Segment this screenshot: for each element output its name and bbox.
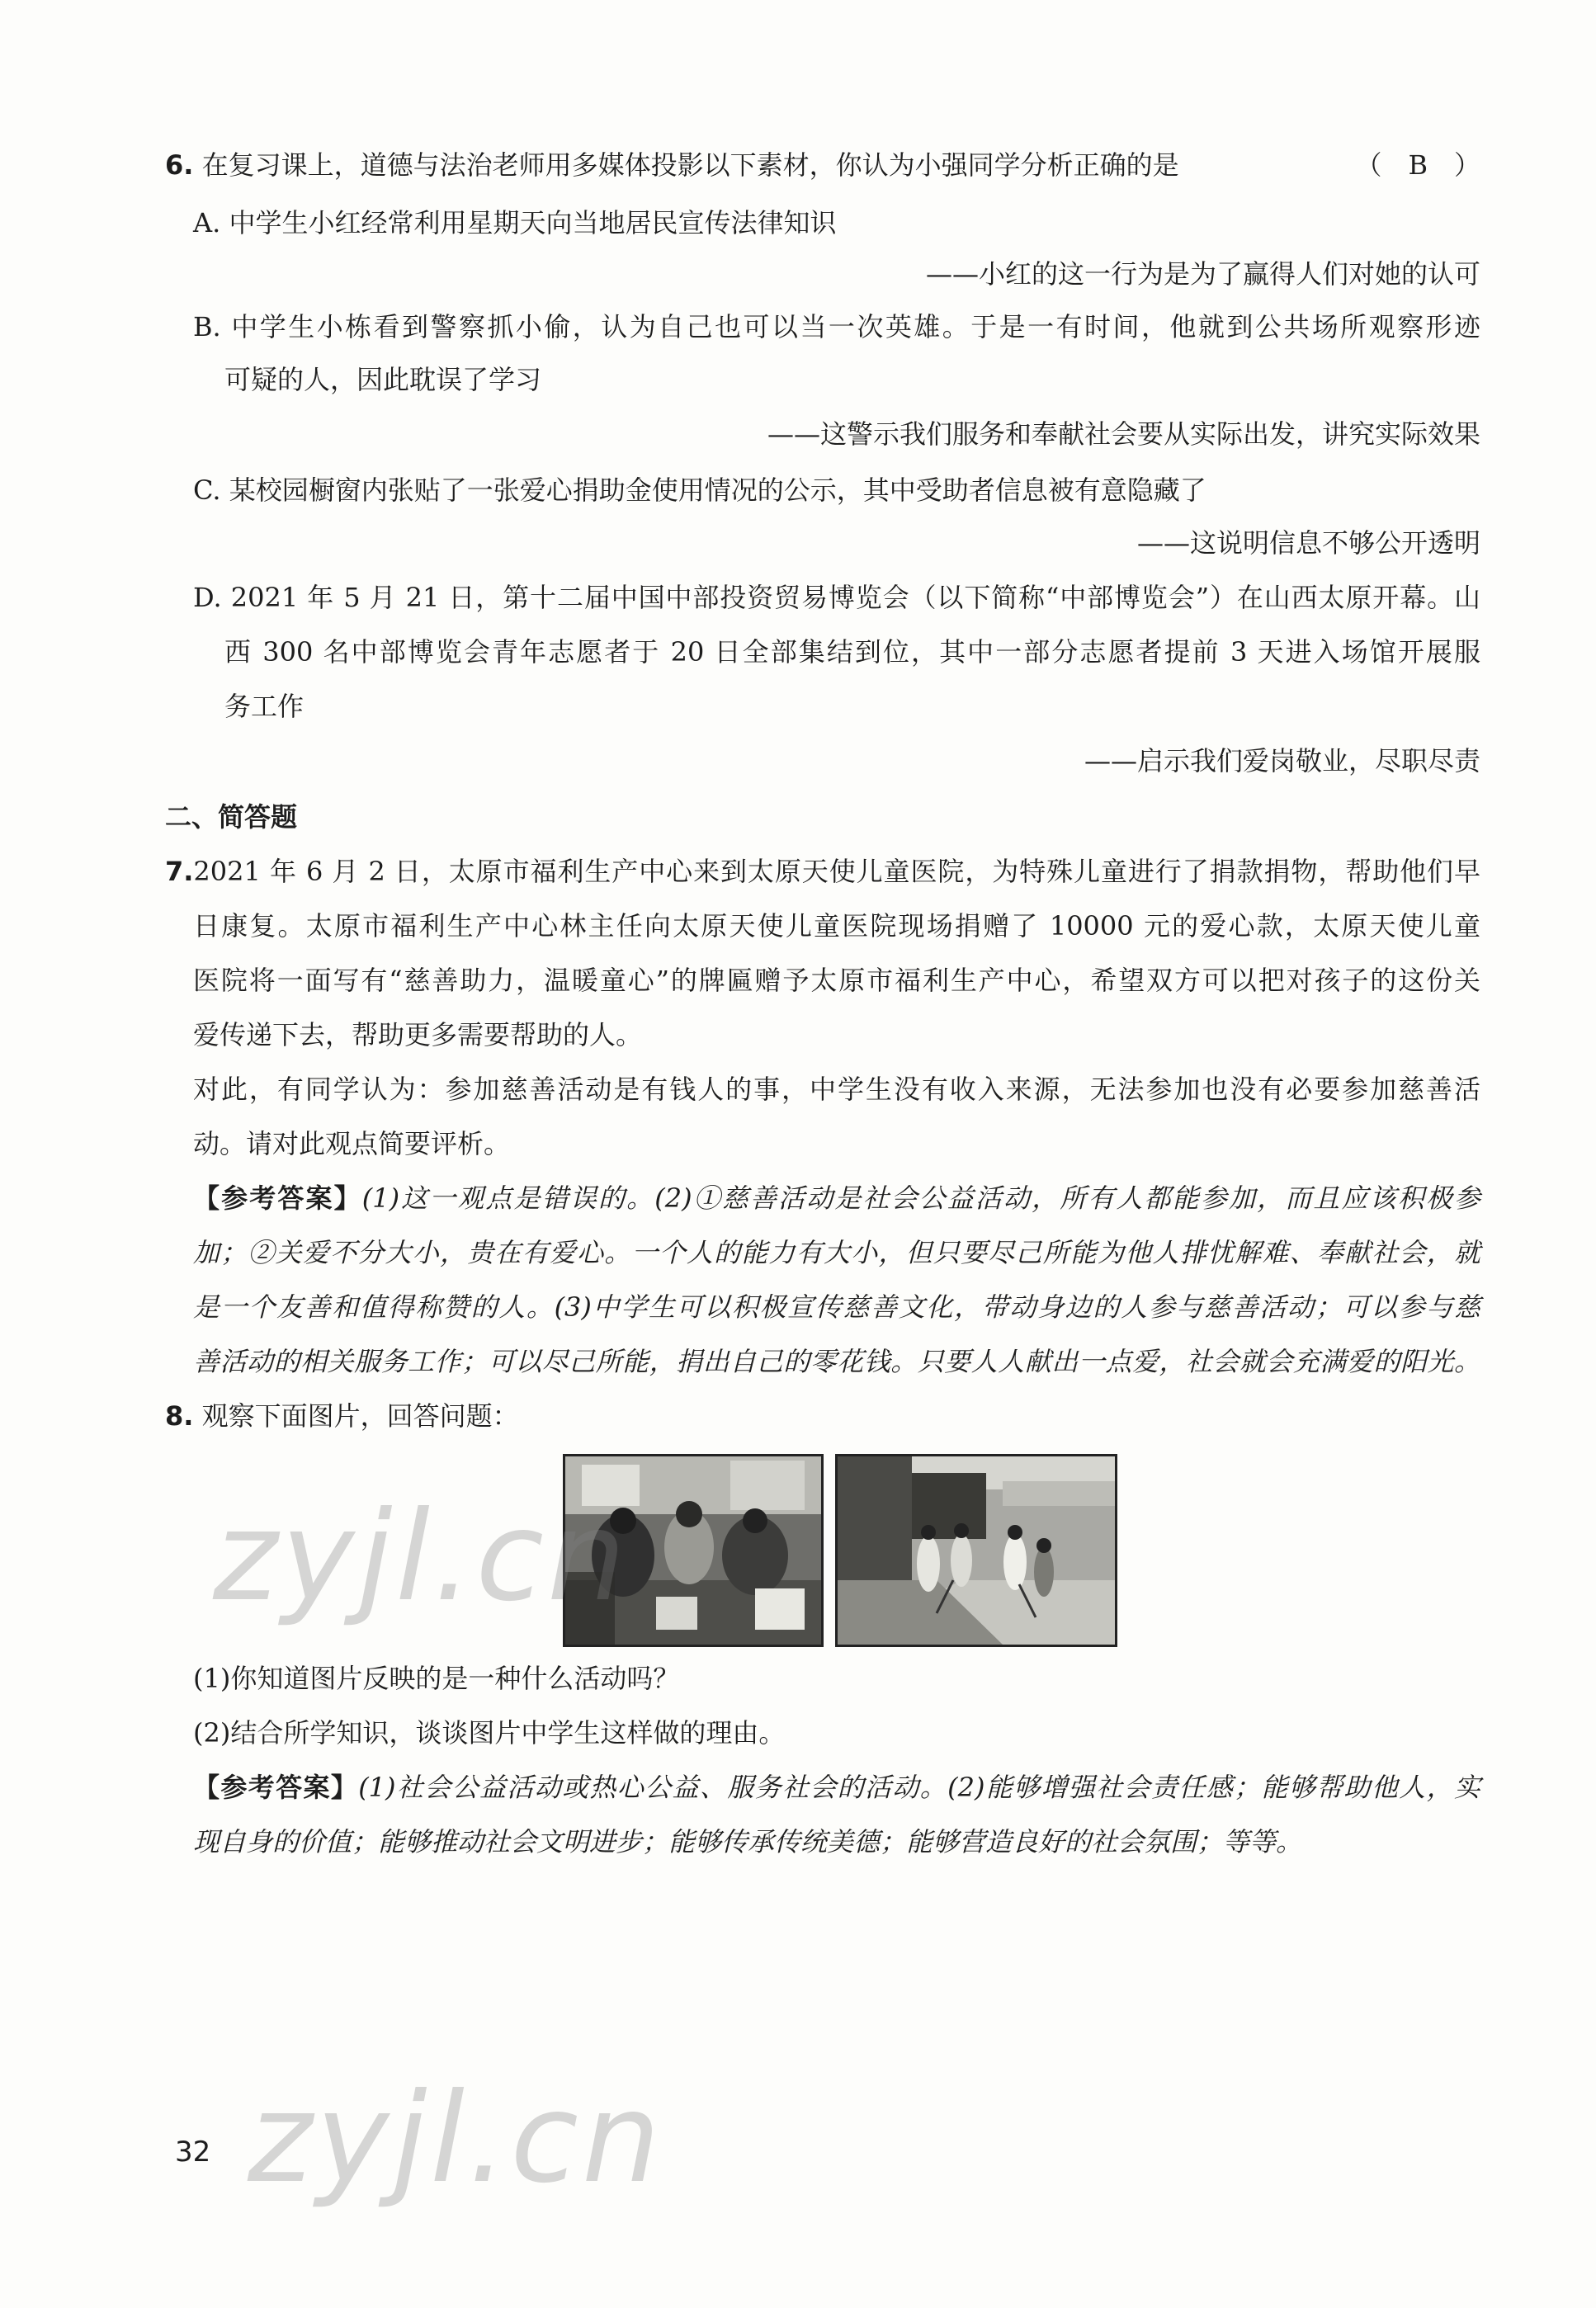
q6-option-b-line2: 可疑的人，因此耽误了学习 [224,364,542,395]
q8-sub2: (2)结合所学知识，谈谈图片中学生这样做的理由。 [193,1717,786,1749]
q7-line1 [165,853,1480,890]
q6-option-d-note: ——启示我们爱岗敬业，尽职尽责 [1084,745,1480,776]
page-number: 32 [175,2136,211,2169]
q7-answer-line3: 是一个友善和值得称赞的人。(3)中学生可以积极宣传慈善文化，带动身边的人参与慈善活动；可以参与慈 [193,1291,1480,1323]
q7-text-line3: 医院将一面写有“慈善助力，温暖童心”的牌匾赠予太原市福利生产中心，希望双方可以把对孩子的这份关 [193,965,1480,996]
photo-students-sweeping-street [835,1454,1117,1647]
q7-number: 7. [165,856,194,887]
q6-answer: （ B ） [1355,149,1480,181]
q7-answer-line4: 善活动的相关服务工作；可以尽己所能，捐出自己的零花钱。只要人人献出一点爱，社会就会充满爱的阳光。 [193,1346,1480,1377]
q6-option-d-line1: D. 2021 年 5 月 21 日，第十二届中国中部投资贸易博览会（以下简称“中部博览会”）在山西太原开幕。山 [193,582,1480,613]
q7-text-line4: 爱传递下去，帮助更多需要帮助的人。 [193,1019,643,1050]
q8-stem: 观察下面图片，回答问题： [201,1400,519,1432]
q7-answer-line1 [193,1180,1480,1216]
q7-answer-label: 【参考答案】 [193,1182,362,1214]
q8-sub1: (1)你知道图片反映的是一种什么活动吗？ [193,1663,680,1694]
q7-text-line2: 日康复。太原市福利生产中心林主任向太原天使儿童医院现场捐赠了 10000 元的爱心款，太原天使儿童 [193,910,1480,942]
q7-text-line1: 2021 年 6 月 2 日，太原市福利生产中心来到太原天使儿童医院，为特殊儿童进行了捐款捐物，帮助他们早 [193,856,1480,887]
watermark-middle: zyjl.cn [213,1485,630,1629]
q6-option-c-note: ——这说明信息不够公开透明 [1136,527,1480,559]
q6-option-a: A. 中学生小红经常利用星期天向当地居民宣传法律知识 [193,207,837,238]
q7-answer-line2: 加；②关爱不分大小，贵在有爱心。一个人的能力有大小，但只要尽己所能为他人排忧解难、奉献社会，就 [193,1237,1480,1268]
q6-option-b-note: ——这警示我们服务和奉献社会要从实际出发，讲究实际效果 [767,418,1480,450]
q8-answer-line2: 现自身的价值；能够推动社会文明进步；能够传承传统美德；能够营造良好的社会氛围；等等。 [193,1826,1303,1857]
q8-answer-line1 [193,1769,1480,1805]
q8-stem-line [165,1398,519,1434]
photo-2-graphic [838,1456,1115,1645]
section-title: 二、简答题 [165,801,298,833]
q6-option-b-line1: B. 中学生小栋看到警察抓小偷，认为自己也可以当一次英雄。于是一有时间，他就到公共场所观察形迹 [193,311,1480,342]
q8-number: 8. [165,1400,194,1432]
q6-stem-line [165,147,1179,183]
q6-option-c: C. 某校园橱窗内张贴了一张爱心捐助金使用情况的公示，其中受助者信息被有意隐藏了 [193,474,1206,506]
q6-stem: 在复习课上，道德与法治老师用多媒体投影以下素材，你认为小强同学分析正确的是 [201,149,1179,181]
q6-option-d-line2: 西 300 名中部博览会青年志愿者于 20 日全部集结到位，其中一部分志愿者提前 3 天进入场馆开展服 [224,636,1480,668]
q7-prompt-line2: 动。请对此观点简要评析。 [193,1128,511,1159]
watermark-bottom: zyjl.cn [248,2067,664,2211]
q6-number: 6. [165,149,194,181]
q6-option-a-note: ——小红的这一行为是为了赢得人们对她的认可 [925,258,1480,290]
q6-option-d-line3: 务工作 [224,691,305,722]
q7-prompt-line1: 对此，有同学认为：参加慈善活动是有钱人的事，中学生没有收入来源，无法参加也没有必要参加慈善活 [193,1074,1480,1105]
q7-answer-text1: (1)这一观点是错误的。(2)①慈善活动是社会公益活动，所有人都能参加，而且应该积极参 [361,1182,1480,1214]
q8-answer-text1: (1)社会公益活动或热心公益、服务社会的活动。(2)能够增强社会责任感；能够帮助他人，实 [358,1772,1480,1803]
q8-answer-label: 【参考答案】 [193,1772,359,1803]
